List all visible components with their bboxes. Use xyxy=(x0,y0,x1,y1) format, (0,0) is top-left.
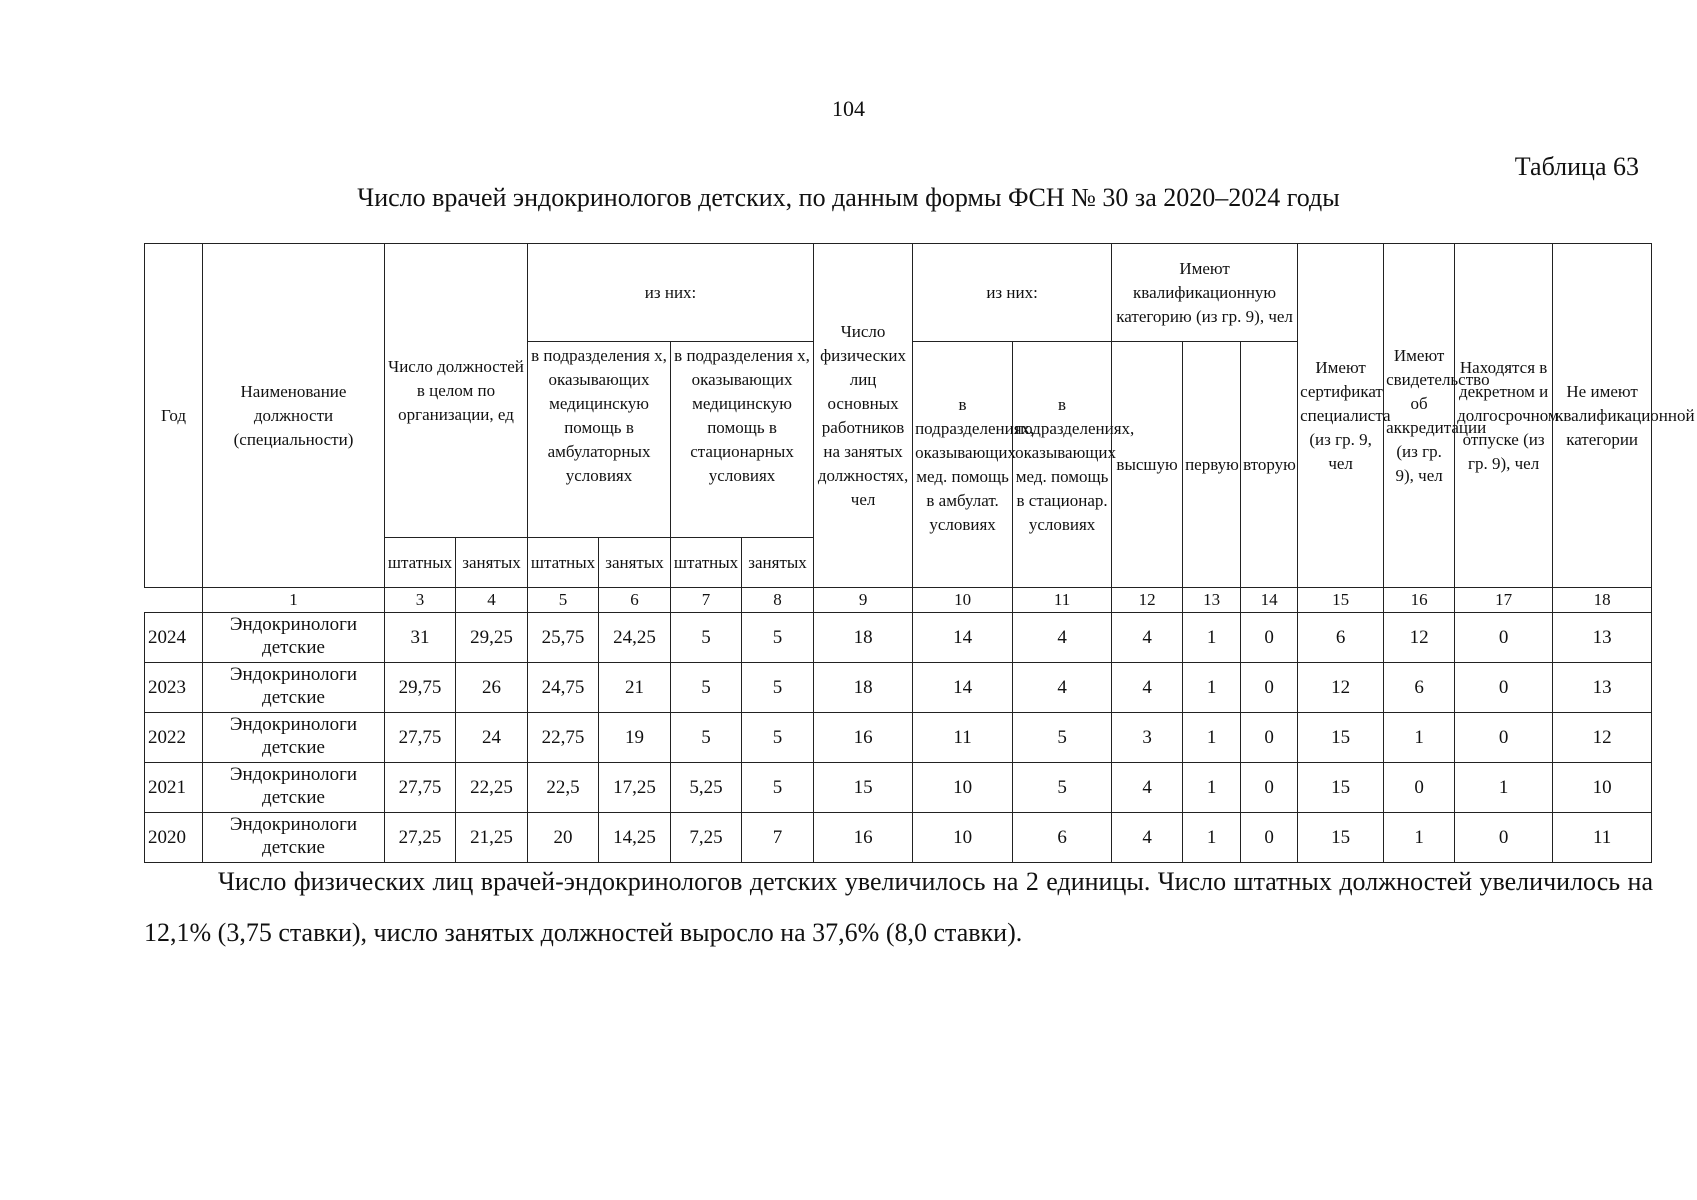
header-qualification: Имеют квалификационную категорию (из гр. 9), чел xyxy=(1112,244,1298,342)
row-value: 5 xyxy=(1013,713,1112,763)
row-value: 11 xyxy=(1553,813,1652,863)
row-value: 14 xyxy=(913,663,1013,713)
header-staff: штатных xyxy=(385,538,456,588)
row-value: 15 xyxy=(1298,763,1384,813)
column-number: 11 xyxy=(1013,588,1112,613)
row-value: 24,75 xyxy=(528,663,599,713)
row-value: 4 xyxy=(1112,813,1183,863)
column-number: 10 xyxy=(913,588,1013,613)
row-value: 5 xyxy=(671,613,742,663)
row-value: 14 xyxy=(913,613,1013,663)
row-position-name: Эндокринологи детские xyxy=(203,663,385,713)
table-row xyxy=(145,813,1652,863)
row-value: 12 xyxy=(1384,613,1455,663)
column-number: 9 xyxy=(814,588,913,613)
row-value: 13 xyxy=(1553,613,1652,663)
column-number: 4 xyxy=(456,588,528,613)
row-value: 12 xyxy=(1298,663,1384,713)
row-value: 6 xyxy=(1384,663,1455,713)
header-ind-inpatient: в подразделениях, оказывающих мед. помощь в стационар. условиях xyxy=(1013,342,1112,588)
row-value: 0 xyxy=(1384,763,1455,813)
row-value: 31 xyxy=(385,613,456,663)
column-number: 5 xyxy=(528,588,599,613)
row-value: 18 xyxy=(814,613,913,663)
column-number: 6 xyxy=(599,588,671,613)
row-position-name: Эндокринологи детские xyxy=(203,713,385,763)
row-value: 5 xyxy=(742,763,814,813)
column-number: 16 xyxy=(1384,588,1455,613)
header-row-1 xyxy=(145,244,1652,342)
page-number: 104 xyxy=(832,96,865,121)
row-value: 22,75 xyxy=(528,713,599,763)
row-value: 16 xyxy=(814,813,913,863)
row-value: 5 xyxy=(742,713,814,763)
row-value: 22,5 xyxy=(528,763,599,813)
row-value: 0 xyxy=(1241,763,1298,813)
row-value: 0 xyxy=(1241,813,1298,863)
blank-cell xyxy=(145,588,203,613)
row-value: 13 xyxy=(1553,663,1652,713)
row-position-name: Эндокринологи детские xyxy=(203,613,385,663)
row-value: 26 xyxy=(456,663,528,713)
row-value: 6 xyxy=(1013,813,1112,863)
header-of-them-2: из них: xyxy=(913,244,1112,342)
header-of-them: из них: xyxy=(528,244,814,342)
row-value: 25,75 xyxy=(528,613,599,663)
column-number: 18 xyxy=(1553,588,1652,613)
row-value: 0 xyxy=(1455,713,1553,763)
row-value: 1 xyxy=(1455,763,1553,813)
header-year: Год xyxy=(145,244,203,588)
row-value: 6 xyxy=(1298,613,1384,663)
row-year: 2021 xyxy=(145,763,203,813)
header-occupied: занятых xyxy=(456,538,528,588)
table-row xyxy=(145,613,1652,663)
row-value: 27,25 xyxy=(385,813,456,863)
header-leave: Находятся в декретном и долгосрочном отпуске (из гр. 9), чел xyxy=(1455,244,1553,588)
row-value: 4 xyxy=(1013,613,1112,663)
row-value: 4 xyxy=(1013,663,1112,713)
row-value: 4 xyxy=(1112,763,1183,813)
row-value: 1 xyxy=(1183,763,1241,813)
row-value: 24,25 xyxy=(599,613,671,663)
row-value: 10 xyxy=(1553,763,1652,813)
row-value: 0 xyxy=(1455,613,1553,663)
row-value: 5 xyxy=(671,713,742,763)
row-value: 27,75 xyxy=(385,763,456,813)
column-number: 13 xyxy=(1183,588,1241,613)
row-value: 0 xyxy=(1241,663,1298,713)
column-number: 1 xyxy=(203,588,385,613)
row-value: 4 xyxy=(1112,663,1183,713)
row-value: 21 xyxy=(599,663,671,713)
row-value: 1 xyxy=(1183,663,1241,713)
header-no-category: Не имеют квалификационной категории xyxy=(1553,244,1652,588)
row-value: 14,25 xyxy=(599,813,671,863)
row-value: 20 xyxy=(528,813,599,863)
row-value: 1 xyxy=(1384,813,1455,863)
row-year: 2020 xyxy=(145,813,203,863)
row-year: 2023 xyxy=(145,663,203,713)
row-position-name: Эндокринологи детские xyxy=(203,763,385,813)
table-title: Число врачей эндокринологов детских, по данным формы ФСН № 30 за 2020–2024 годы xyxy=(357,183,1340,212)
column-number: 3 xyxy=(385,588,456,613)
row-value: 4 xyxy=(1112,613,1183,663)
row-value: 29,75 xyxy=(385,663,456,713)
row-value: 1 xyxy=(1384,713,1455,763)
row-value: 15 xyxy=(814,763,913,813)
column-number: 8 xyxy=(742,588,814,613)
header-highest: высшую xyxy=(1112,342,1183,588)
row-value: 17,25 xyxy=(599,763,671,813)
row-value: 0 xyxy=(1241,713,1298,763)
header-individuals: Число физических лиц основных работников на занятых должностях, чел xyxy=(814,244,913,588)
row-value: 22,25 xyxy=(456,763,528,813)
row-value: 7,25 xyxy=(671,813,742,863)
row-value: 21,25 xyxy=(456,813,528,863)
row-value: 5 xyxy=(671,663,742,713)
row-value: 18 xyxy=(814,663,913,713)
row-value: 5 xyxy=(742,663,814,713)
data-table xyxy=(144,243,1695,863)
header-second: вторую xyxy=(1241,342,1298,588)
row-value: 12 xyxy=(1553,713,1652,763)
row-value: 10 xyxy=(913,763,1013,813)
row-value: 0 xyxy=(1455,663,1553,713)
column-number: 14 xyxy=(1241,588,1298,613)
table-row xyxy=(145,663,1652,713)
row-value: 24 xyxy=(456,713,528,763)
header-ambulatory: в подразделения х, оказывающих медицинскую помощь в амбулаторных условиях xyxy=(528,342,671,538)
column-number: 15 xyxy=(1298,588,1384,613)
header-occupied: занятых xyxy=(742,538,814,588)
row-value: 1 xyxy=(1183,613,1241,663)
column-number: 17 xyxy=(1455,588,1553,613)
header-first: первую xyxy=(1183,342,1241,588)
row-value: 1 xyxy=(1183,713,1241,763)
row-value: 29,25 xyxy=(456,613,528,663)
row-position-name: Эндокринологи детские xyxy=(203,813,385,863)
row-value: 1 xyxy=(1183,813,1241,863)
header-position-name: Наименование должности (специальности) xyxy=(203,244,385,588)
header-accreditation: Имеют свидетельство об аккредитации (из гр. 9), чел xyxy=(1384,244,1455,588)
table-row xyxy=(145,713,1652,763)
row-value: 16 xyxy=(814,713,913,763)
row-year: 2024 xyxy=(145,613,203,663)
header-ind-ambulatory: в подразделениях, оказывающих мед. помощь в амбулат. условиях xyxy=(913,342,1013,588)
header-positions-total: Число должностей в целом по организации, ед xyxy=(385,244,528,538)
row-value: 5,25 xyxy=(671,763,742,813)
summary-paragraph: Число физических лиц врачей-эндокринологов детских увеличилось на 2 единицы. Число штатных должностей увеличилось на 12,1% (3,75 ставки), число занятых должностей выросло на 37,6% (8,0 ставки). xyxy=(144,867,1653,947)
row-value: 0 xyxy=(1241,613,1298,663)
table-row xyxy=(145,763,1652,813)
header-certificate: Имеют сертификат специалиста (из гр. 9, чел xyxy=(1298,244,1384,588)
row-value: 7 xyxy=(742,813,814,863)
header-inpatient: в подразделения х, оказывающих медицинскую помощь в стационарных условиях xyxy=(671,342,814,538)
row-value: 19 xyxy=(599,713,671,763)
header-staff: штатных xyxy=(671,538,742,588)
row-year: 2022 xyxy=(145,713,203,763)
column-number-row xyxy=(145,588,1652,613)
column-number: 7 xyxy=(671,588,742,613)
row-value: 15 xyxy=(1298,713,1384,763)
header-occupied: занятых xyxy=(599,538,671,588)
row-value: 11 xyxy=(913,713,1013,763)
table-label: Таблица 63 xyxy=(1514,152,1639,181)
header-staff: штатных xyxy=(528,538,599,588)
row-value: 5 xyxy=(742,613,814,663)
column-number: 12 xyxy=(1112,588,1183,613)
row-value: 27,75 xyxy=(385,713,456,763)
row-value: 5 xyxy=(1013,763,1112,813)
row-value: 15 xyxy=(1298,813,1384,863)
row-value: 0 xyxy=(1455,813,1553,863)
row-value: 3 xyxy=(1112,713,1183,763)
row-value: 10 xyxy=(913,813,1013,863)
